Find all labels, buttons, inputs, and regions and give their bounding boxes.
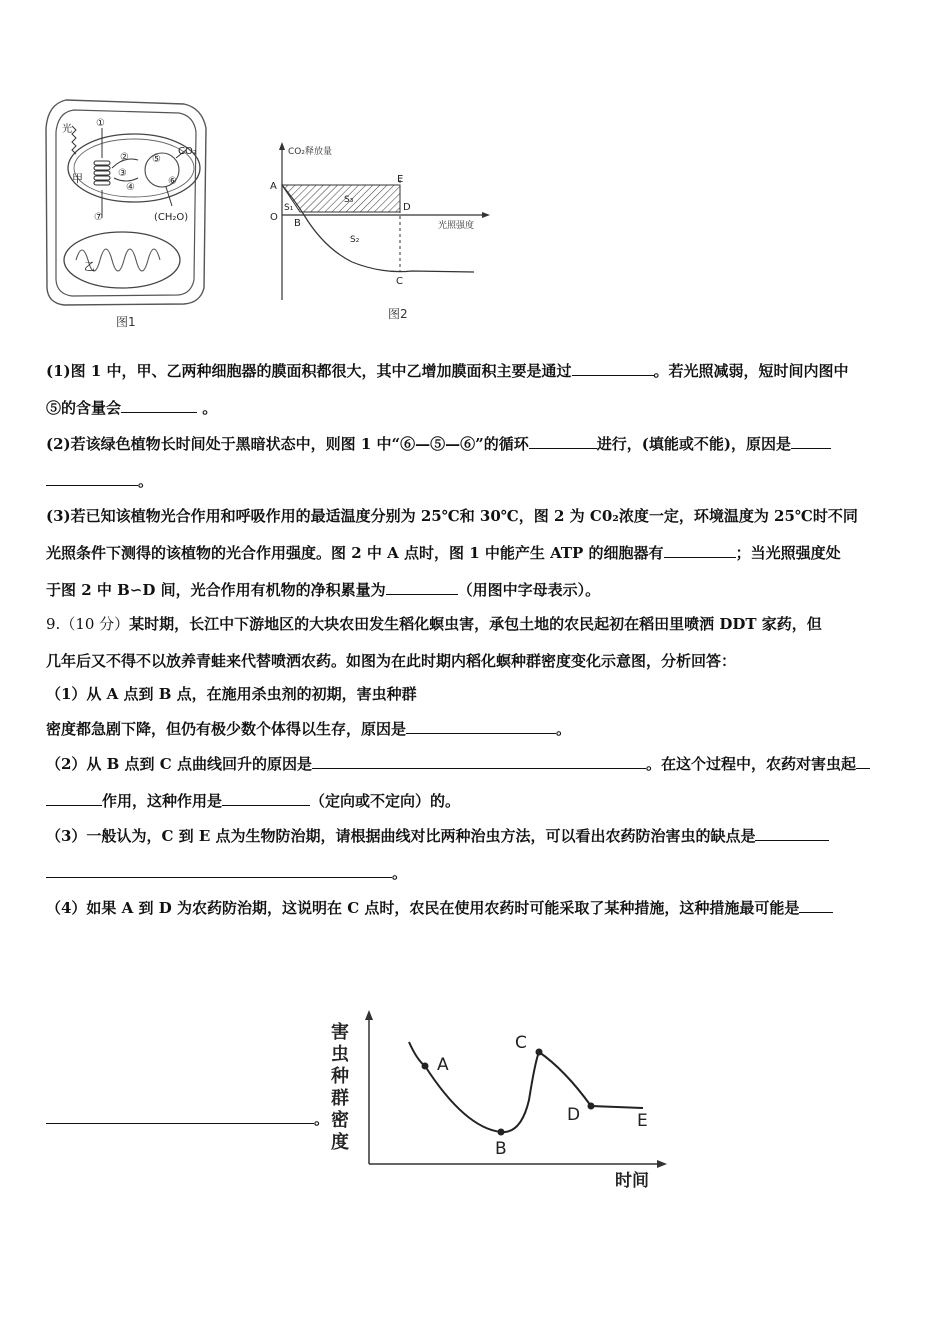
svg-text:害: 害 (331, 1022, 349, 1043)
q9-sub1-line2 (46, 718, 571, 739)
q9-s4b: 。 (314, 1110, 330, 1128)
svg-text:度: 度 (331, 1132, 349, 1153)
x-axis-label: 光照强度 (438, 221, 475, 231)
q9-s3b: 。 (392, 864, 408, 882)
q9-s1a: （1）从 A 点到 B 点，在施用杀虫剂的初期，害虫种群 (46, 685, 417, 703)
q9-score: （10 分） (60, 615, 130, 633)
svg-text:密: 密 (331, 1110, 349, 1131)
q9-s1c: 。 (556, 720, 572, 738)
q8-p3a: (3)若已知该植物光合作用和呼吸作用的最适温度分别为 25℃和 30℃，图 2 为 C0₂浓度一定，环境温度为 25℃时不同 (46, 507, 858, 525)
num-5: ⑤ (152, 154, 161, 165)
q9-s2b: 。在这个过程中，农药对害虫起 (645, 755, 856, 773)
figure-1-caption: 图1 (116, 315, 136, 329)
q9-stem-line1 (46, 614, 822, 634)
figure-1-cell-diagram (44, 98, 214, 333)
point-b: B (294, 218, 301, 229)
label-ch2o: (CH₂O) (154, 212, 189, 223)
num-7: ⑦ (94, 212, 103, 223)
figure-2-caption: 图2 (388, 307, 408, 321)
q9-sub3-line2 (46, 862, 407, 883)
num-1: ① (96, 118, 105, 129)
y-axis-label (330, 1021, 349, 1153)
q9-sub4-line2 (46, 1108, 329, 1129)
q9-s4a: （4）如果 A 到 D 为农药防治期，这说明在 C 点时，农民在使用农药时可能采取了某种措施，这种措施最可能是 (46, 899, 800, 917)
y-axis-label: CO₂释放量 (288, 147, 332, 157)
label-light: 光 (62, 124, 72, 135)
q8-part1-line1 (46, 360, 849, 381)
answer-blank[interactable] (121, 397, 197, 413)
q8-p1a: (1)图 1 中，甲、乙两种细胞器的膜面积都很大，其中乙增加膜面积主要是通过 (46, 362, 572, 380)
point-e: E (397, 174, 404, 185)
q8-p1d: 。 (197, 399, 218, 417)
answer-blank[interactable] (46, 1108, 314, 1124)
q8-part2-line1 (46, 433, 831, 454)
answer-blank[interactable] (222, 790, 310, 806)
q8-part2-line2 (46, 470, 153, 491)
q8-p1b: 。若光照减弱，短时间内图中 (653, 362, 849, 380)
grana-stack (94, 161, 110, 185)
point-c-dot (536, 1049, 543, 1056)
answer-blank[interactable] (755, 825, 829, 841)
x-axis-label: 时间 (615, 1171, 649, 1191)
q8-p2c: 。 (138, 472, 154, 490)
point-a: A (270, 181, 277, 192)
answer-blank[interactable] (46, 470, 138, 486)
q8-p2a: (2)若该绿色植物长时间处于黑暗状态中，则图 1 中“⑥—⑤—⑥”的循环 (46, 435, 529, 453)
point-c: C (396, 276, 403, 287)
area-s2-label: S₂ (350, 235, 360, 245)
point-a-dot (422, 1063, 429, 1070)
q8-p3c: ；当光照强度处 (735, 544, 841, 562)
q9-sub3-line1 (46, 825, 829, 846)
num-3: ③ (118, 168, 127, 179)
figure-3-population-graph (325, 1008, 670, 1194)
num-4: ④ (126, 182, 135, 193)
point-d: D (403, 202, 411, 213)
answer-blank[interactable] (529, 433, 597, 449)
answer-blank[interactable] (664, 542, 736, 558)
q9-s2c: 作用，这种作用是 (102, 792, 223, 810)
q9-s2d: （定向或不定向）的。 (310, 792, 461, 810)
q9-stem1: 某时期，长江中下游地区的大块农田发生稻化螟虫害，承包土地的农民起初在稻田里喷洒 DDT 家药，但 (129, 615, 822, 633)
answer-blank[interactable] (386, 579, 458, 595)
svg-text:群: 群 (331, 1088, 349, 1109)
q9-sub2-line1 (46, 753, 870, 774)
label-jia: 甲 (72, 172, 83, 185)
q9-s1b: 密度都急剧下降，但仍有极少数个体得以生存，原因是 (46, 720, 407, 738)
q9-stem2: 几年后又不得不以放养青蛙来代替喷洒农药。如图为在此时期内稻化螟种群密度变化示意图，分析回答： (46, 652, 737, 670)
q8-part3-line1 (46, 506, 858, 526)
num-6: ⑥ (168, 176, 177, 187)
answer-blank[interactable] (572, 360, 654, 376)
answer-blank[interactable] (312, 753, 646, 769)
num-2: ② (120, 152, 129, 163)
answer-blank[interactable] (46, 790, 102, 806)
area-s3-label: S₃ (344, 195, 354, 205)
point-e-label: E (637, 1111, 648, 1131)
point-c-label: C (515, 1033, 527, 1053)
point-o: O (270, 212, 278, 223)
label-yi: 乙 (84, 260, 95, 273)
answer-blank[interactable] (856, 753, 870, 769)
q9-sub2-line2 (46, 790, 460, 811)
svg-text:种: 种 (331, 1066, 349, 1087)
q8-part1-line2 (46, 397, 217, 418)
answer-blank[interactable] (406, 718, 556, 734)
q9-sub4-line1 (46, 897, 833, 918)
answer-blank[interactable] (791, 433, 831, 449)
q8-part3-line3 (46, 579, 600, 600)
point-b-label: B (495, 1139, 507, 1159)
q8-p3e: （用图中字母表示）。 (457, 581, 601, 599)
q9-stem-line2 (46, 651, 736, 671)
q8-p3b: 光照条件下测得的该植物的光合作用强度。图 2 中 A 点时，图 1 中能产生 ATP 的细胞器有 (46, 544, 664, 562)
point-b-dot (498, 1129, 505, 1136)
q9-s2a: （2）从 B 点到 C 点曲线回升的原因是 (46, 755, 312, 773)
figure-2-graph (262, 140, 492, 325)
q8-part3-line2 (46, 542, 841, 563)
svg-text:虫: 虫 (331, 1044, 349, 1065)
answer-blank[interactable] (799, 897, 833, 913)
point-d-label: D (567, 1105, 581, 1125)
point-a-label: A (437, 1055, 449, 1075)
q9-s3a: （3）一般认为，C 到 E 点为生物防治期，请根据曲线对比两种治虫方法，可以看出农药防治害虫的缺点是 (46, 827, 756, 845)
q8-p3d: 于图 2 中 B∽D 间，光合作用有机物的净积累量为 (46, 581, 386, 599)
q8-p1c: ⑤的含量会 (46, 399, 122, 417)
q9-number: 9. (46, 615, 61, 633)
q9-sub1-line1 (46, 684, 417, 704)
label-co2: CO₂ (178, 146, 197, 157)
q8-p2b: 进行，(填能或不能)，原因是 (596, 435, 791, 453)
area-s1-label: S₁ (284, 203, 294, 213)
point-d-dot (588, 1103, 595, 1110)
answer-blank[interactable] (46, 862, 392, 878)
